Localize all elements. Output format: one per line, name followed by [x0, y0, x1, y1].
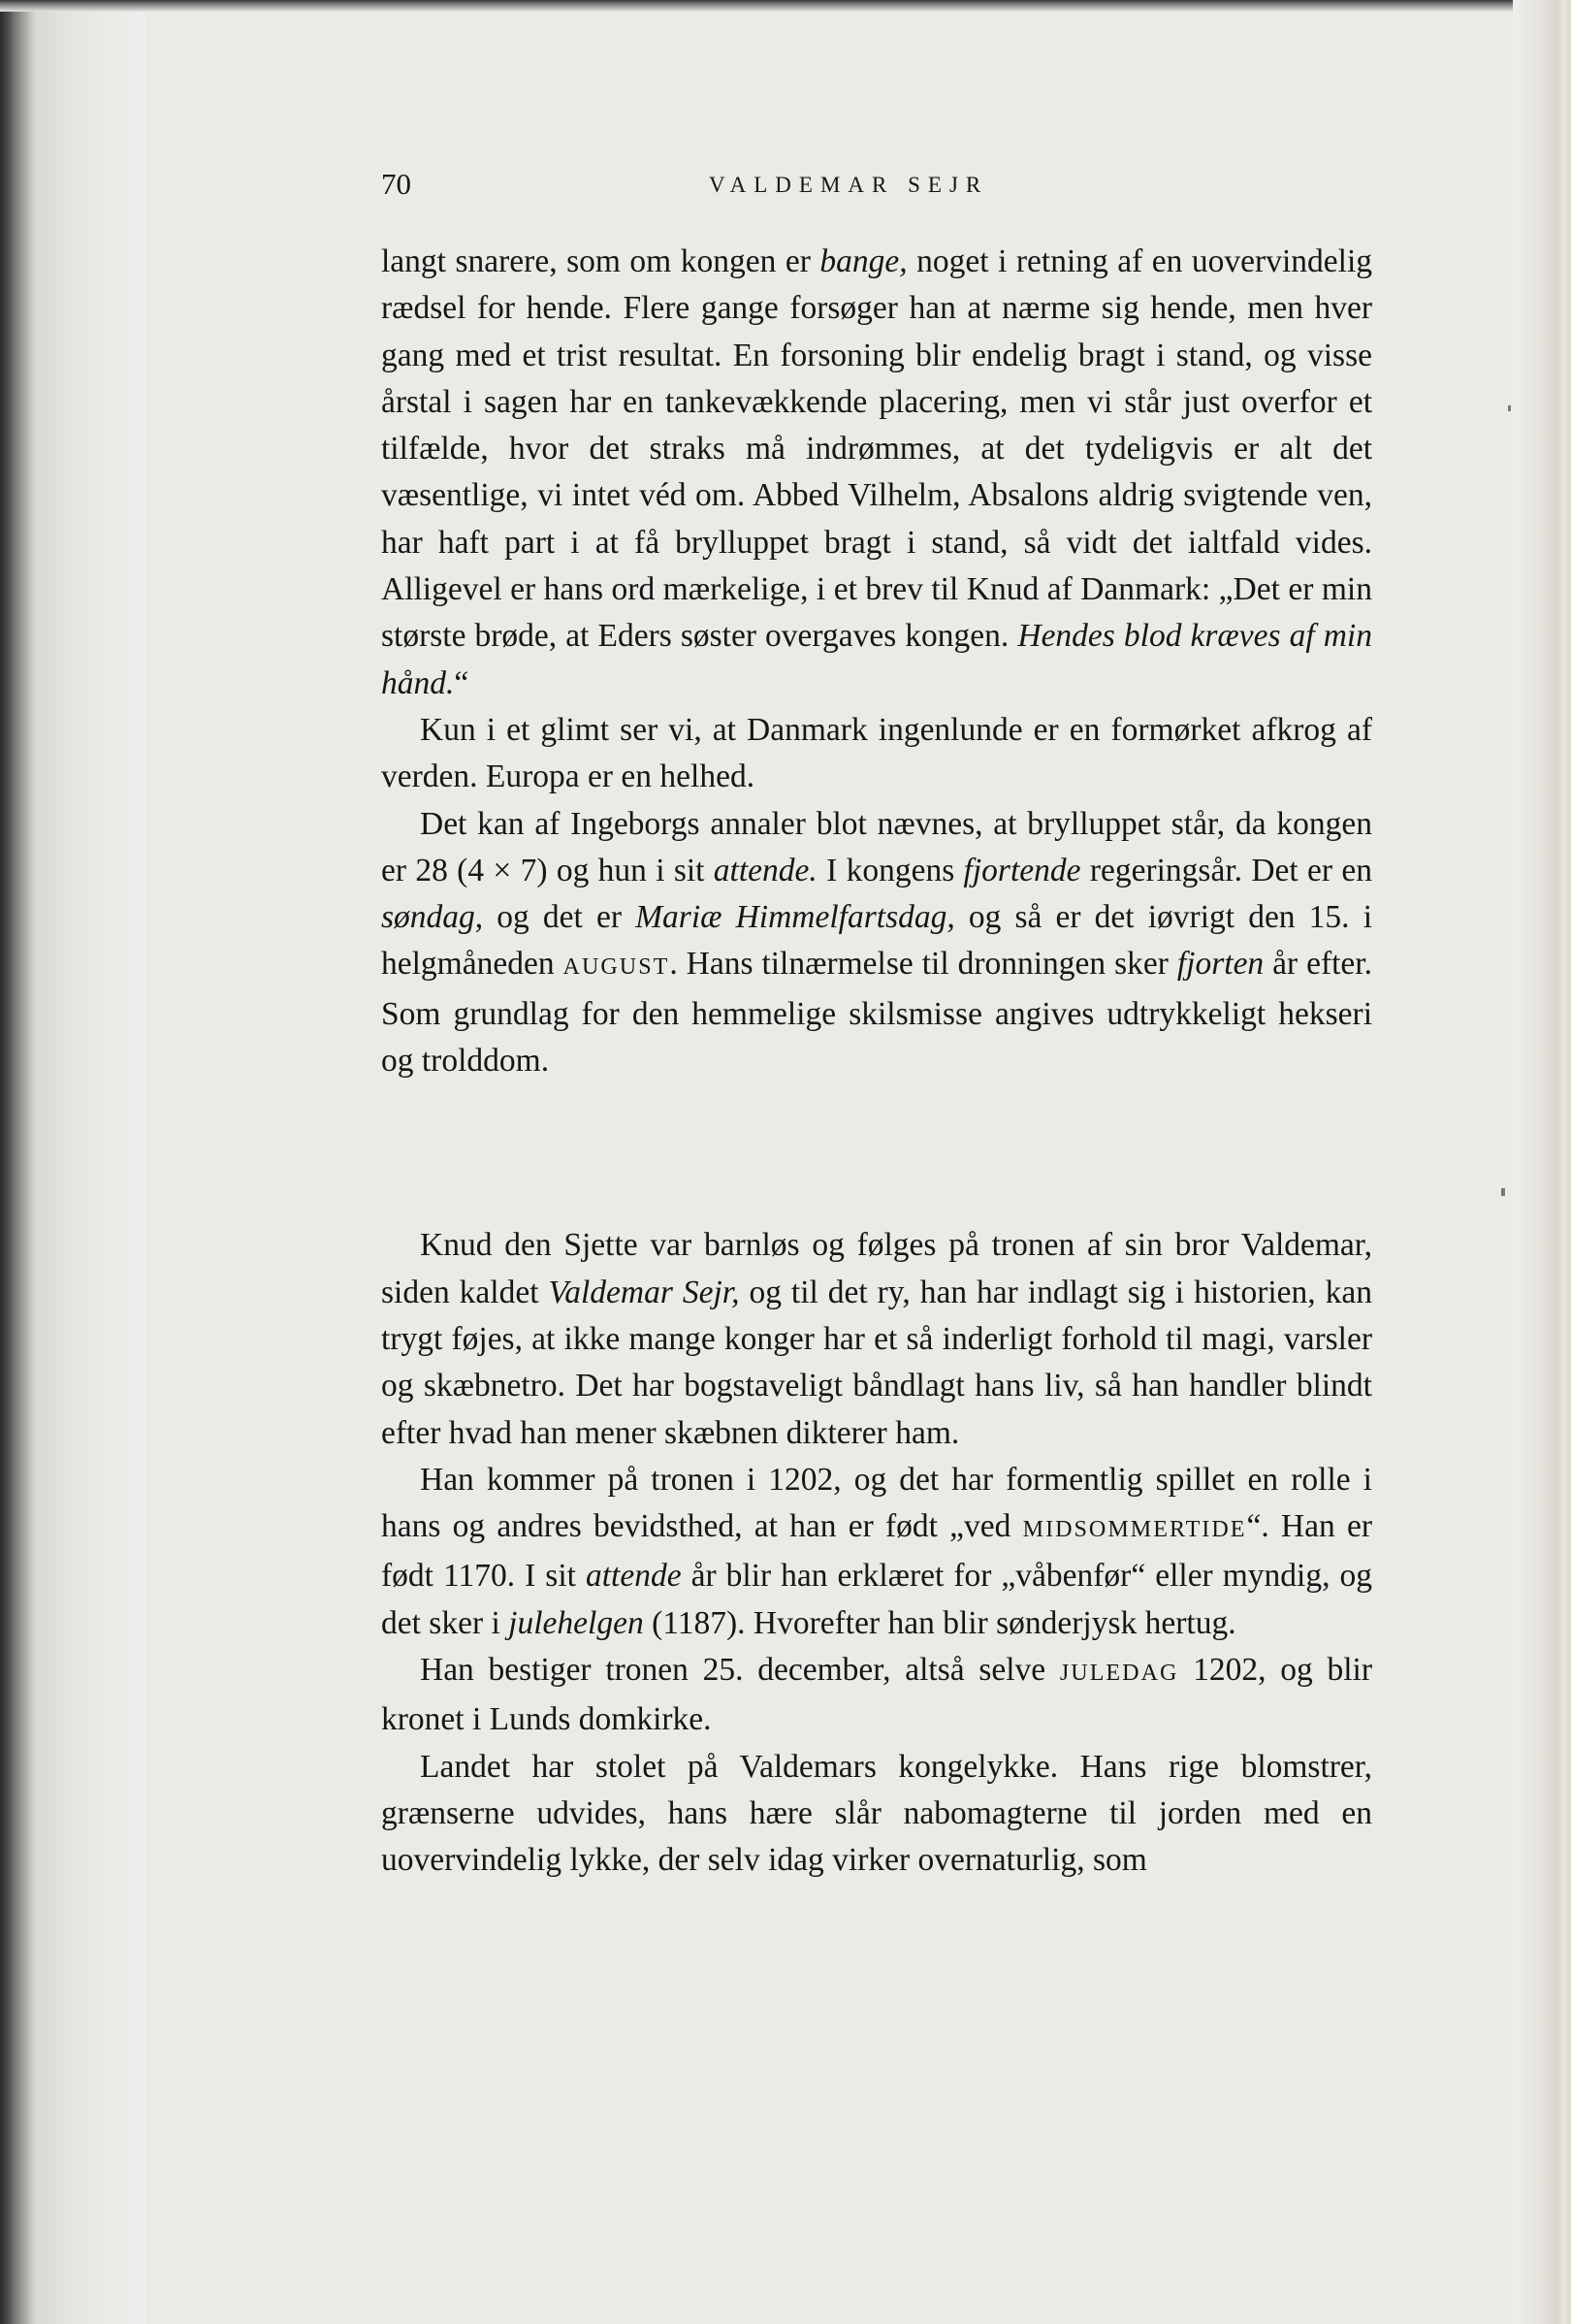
text-run: og så er det iøvrigt den 15. i helgmåneden	[381, 899, 1372, 983]
text-run: Kun i et glimt ser vi, at Danmark ingenlunde er en formørket afkrog af verden. Europa er en helhed.	[381, 711, 1372, 795]
paragraph	[381, 1222, 1372, 1456]
italic-text: attende.	[713, 852, 818, 888]
text-run: og til det ry, han har indlagt sig i historien, kan trygt føjes, at ikke mange konger har et så inderligt forhold til magi, varsler og skæbnetro. Det har bogstaveligt båndlagt hans liv, så han handler blindt efter hvad han mener skæbnen dikterer ham.	[381, 1274, 1372, 1451]
paragraph	[381, 239, 1372, 707]
italic-text: bange,	[819, 243, 908, 279]
text-run: noget i retning af en uovervindelig rædsel for hende. Flere gange forsøger han at nærme sig hende, men hver gang med et trist resultat. En forsoning blir endelig bragt i stand, og visse årstal i sagen har en tankevækkende placering, men vi står just overfor et tilfælde, hvor det straks må indrømmes, at det tydeligvis er alt det væsentlige, vi intet véd om. Abbed Vilhelm, Absalons aldrig svigtende ven, har haft part i at få brylluppet bragt i stand, så vidt det ialtfald vides. Alligevel er hans ord mærkelige, i et brev til Knud af Danmark: „Det er min største brøde, at Eders søster overgaves kongen.	[381, 243, 1372, 655]
page-top-edge	[0, 0, 1571, 12]
italic-text: søndag,	[381, 899, 484, 936]
small-caps-text: MIDSOMMERTIDE	[1022, 1517, 1247, 1543]
running-title: VALDEMAR SEJR	[709, 173, 989, 197]
text-run: . Hans tilnærmelse til dronningen sker	[669, 946, 1177, 983]
paragraph	[381, 1647, 1372, 1744]
text-run: regeringsår. Det er en	[1080, 852, 1372, 888]
text-run: “. Han er født 1170. I sit	[381, 1508, 1372, 1595]
italic-text: attende	[585, 1558, 682, 1595]
text-run: (1187). Hvorefter han blir sønderjysk hertug.	[643, 1604, 1236, 1641]
running-head	[381, 167, 1372, 215]
italic-text: Mariæ Himmelfartsdag,	[635, 899, 955, 936]
text-run: Landet har stolet på Valdemars kongelykke. Hans rige blomstrer, grænserne udvides, hans hære slår nabomagterne til jorden med en uovervindelig lykke, der selv idag virker overnaturlig, som	[381, 1748, 1372, 1879]
paragraph	[381, 1744, 1372, 1885]
italic-text: fjortende	[963, 852, 1081, 888]
section-before-break	[381, 239, 1372, 1084]
paragraph	[381, 707, 1372, 801]
text-run: år blir han erklæret for „våbenfør“ eller myndig, og det sker i	[381, 1558, 1372, 1641]
speck-mark	[1508, 405, 1511, 411]
text-run: Han kommer på tronen i 1202, og det har formentlig spillet en rolle i hans og andres bevidsthed, at han er født „ved	[381, 1461, 1372, 1545]
text-run: langt snarere, som om kongen er	[381, 243, 820, 279]
text-run: I kongens	[817, 852, 964, 888]
text-run: Det kan af Ingeborgs annaler blot nævnes, at brylluppet står, da kongen er 28 (4 × 7) og hun i sit	[381, 805, 1372, 888]
page-number: 70	[381, 167, 411, 201]
italic-text: julehelgen	[508, 1604, 644, 1641]
paragraph	[381, 1457, 1372, 1647]
text-run: og det er	[483, 899, 636, 936]
page-fore-edge	[1513, 0, 1571, 2324]
small-caps-text: JULEDAG	[1059, 1661, 1179, 1687]
text-run: “	[454, 664, 469, 701]
speck-mark	[1501, 1188, 1505, 1196]
book-spine	[0, 0, 39, 2324]
small-caps-text: AUGUST	[562, 954, 670, 981]
text-run: 1202, og blir kronet i Lunds domkirke.	[381, 1652, 1372, 1738]
italic-text: Valdemar Sejr,	[548, 1274, 740, 1310]
text-run: Knud den Sjette var barnløs og følges på tronen af sin bror Valdemar, siden kaldet	[381, 1227, 1372, 1310]
book-page	[381, 167, 1372, 1885]
italic-text: Hendes blod kræves af min hånd.	[381, 618, 1372, 701]
italic-text: fjorten	[1176, 946, 1265, 983]
paragraph	[381, 801, 1372, 1085]
section-break	[381, 1084, 1372, 1222]
text-run: Han bestiger tronen 25. december, altså selve	[420, 1652, 1060, 1689]
body-text	[381, 239, 1372, 1885]
section-after-break	[381, 1222, 1372, 1884]
text-run: år efter. Som grundlag for den hemmelige skilsmisse angives udtrykkeligt hekseri og trolddom.	[381, 946, 1372, 1080]
gutter-shadow	[39, 0, 145, 2324]
